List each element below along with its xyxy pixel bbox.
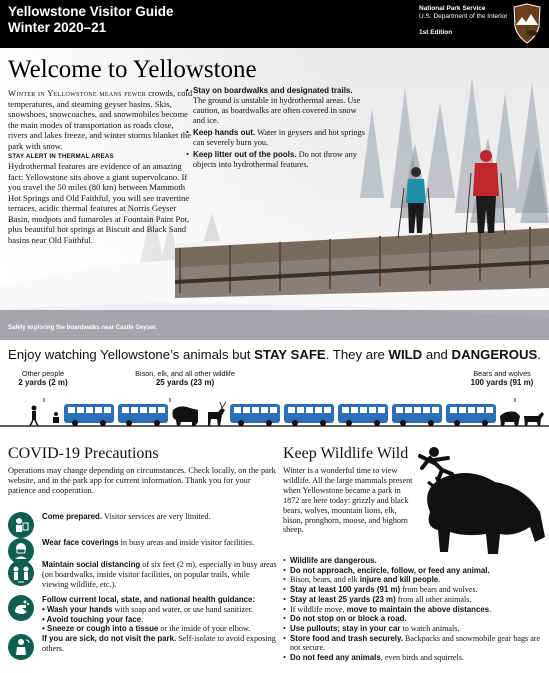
covid-title: COVID-19 Precautions [8, 445, 159, 462]
covid-intro: Operations may change depending on circumstances. Check locally, on the park website, and in the park app for current information. Thank you for your patience and cooperation. [8, 466, 276, 495]
bus-icon [338, 404, 388, 426]
intro-text: crowds, cold temperatures, and steaming geyser basins. Skis, snowshoes, snowcoaches, and snowmobiles become the main modes of transportation as roads close, rivers and lakes freeze, and winter storms blanket the park with snow. [8, 88, 193, 151]
wildlife-bullet: • Wildlife are dangerous. [283, 556, 543, 566]
bears-distance-label: Bears and wolves 100 yards (91 m) [470, 369, 534, 387]
hand-wash-icon [8, 595, 34, 621]
photo-caption: Safely exploring the boardwalks near Castle Geyser. [8, 325, 158, 331]
covid-item-mask: Wear face coverings in busy areas and inside visitor facilities. [8, 538, 278, 566]
thermal-alert-heading: STAY ALERT IN THERMAL AREAS [8, 153, 114, 160]
bus-icon [118, 404, 168, 426]
people-icon [30, 406, 59, 427]
bus-icon [230, 404, 280, 426]
covid-item-distance: Maintain social distancing of six feet (2 m), especially in busy areas (on boardwalks, inside visitor facilities, on popular trails, while viewing wildlife, etc.). [8, 560, 278, 594]
guide-title: Yellowstone Visitor Guide [8, 4, 174, 19]
wolf-icon [524, 412, 544, 426]
bison-distance-label: Bison, elk, and all other wildlife 25 yards (23 m) [135, 369, 235, 387]
thermal-safety-list [186, 86, 366, 172]
wildlife-headline: Enjoy watching Yellowstone’s animals but STAY SAFE. They are WILD and DANGEROUS. [8, 347, 541, 362]
department-name: U.S. Department of the Interior [419, 13, 508, 20]
wildlife-bullet: • Do not approach, encircle, follow, or feed any animal. [283, 566, 543, 576]
welcome-intro [8, 88, 194, 151]
wildlife-bullet: • Stay at least 25 yards (23 m) from all other animals. [283, 595, 543, 605]
wildlife-safety-list [283, 556, 543, 663]
wildlife-bullet: • Do not stop on or block a road. [283, 614, 543, 624]
bus-icon [64, 404, 114, 426]
thermal-bullet: • Keep litter out of the pools. Do not throw any objects into hydrothermal features. [186, 150, 366, 170]
covid-item-sick: If you are sick, do not visit the park. Self-isolate to avoid exposing others. [8, 634, 278, 664]
bus-icon [392, 404, 442, 426]
wildlife-bullet: • If wildlife move, move to maintain the above distances. [283, 605, 543, 615]
social-distance-icon [8, 560, 34, 586]
distance-diagram [0, 398, 549, 434]
agency-name: National Park Service [419, 5, 486, 12]
sick-person-icon [8, 634, 34, 660]
nps-arrowhead-logo-icon [512, 3, 542, 44]
bison-tossing-person-icon [400, 442, 549, 562]
thermal-bullet: • Keep hands out. Water in geysers and hot springs can severely burn you. [186, 128, 366, 148]
wildlife-bullet: • Do not feed any animals, even birds and squirrels. [283, 653, 543, 663]
covid-item-health-guidance: Follow current local, state, and national health guidance: • Wash your hands with soap and water, or use hand sanitizer. • Avoid touching your face. • Sneeze or cough into a tissue or the inside of your elbow. [8, 595, 278, 635]
guide-season: Winter 2020–21 [8, 20, 107, 35]
welcome-title: Welcome to Yellowstone [8, 56, 257, 83]
intro-lead: Winter in Yellowstone means fewer [8, 88, 147, 98]
masthead [0, 0, 549, 48]
wildlife-title: Keep Wildlife Wild [283, 445, 409, 462]
wildlife-bullet: • Store food and trash securely. Backpacks and snowmobile gear bags are not secure. [283, 634, 543, 653]
wildlife-bullet: • Use pullouts; stay in your car to watch animals. [283, 624, 543, 634]
wildlife-intro: Winter is a wonderful time to view wildlife. All the large mammals present when Yellowstone became a park in 1872 are here today: grizzly and black bears, wolves, mountain lions, elk, bison, pronghorn, moose, and bighorn sheep. [283, 466, 413, 535]
thermal-alert-text: Hydrothermal features are evidence of an amazing fact: Yellowstone sits above a giant supervolcano. If you travel the 50 miles (80 km) between Mammoth Hot Springs and Old Faithful, you will see travertine terraces, acidic thermal features at Norris Geyser Basin, mudpots and fumaroles at Fountain Paint Pot, plus beautiful hot springs at Biscuit and Black Sand basins near Old Faithful. [8, 161, 190, 245]
person-checklist-icon [8, 512, 34, 538]
thermal-bullet: • Stay on boardwalks and designated trails. The ground is unstable in hydrothermal areas. Use caution, as boardwalks are often covered in snow and ice. [186, 86, 366, 126]
edition-label: 1st Edition [419, 29, 453, 36]
bear-icon [500, 412, 520, 427]
bus-icon [446, 404, 496, 426]
bison-icon [172, 406, 198, 426]
bus-icon [284, 404, 334, 426]
wildlife-bullet: • Bison, bears, and elk injure and kill people. [283, 575, 543, 585]
elk-icon [208, 402, 226, 426]
covid-item-prepared: Come prepared. Visitor services are very limited. [8, 512, 278, 540]
people-distance-label: Other people 2 yards (2 m) [18, 369, 68, 387]
wildlife-bullet: • Stay at least 100 yards (91 m) from bears and wolves. [283, 585, 543, 595]
